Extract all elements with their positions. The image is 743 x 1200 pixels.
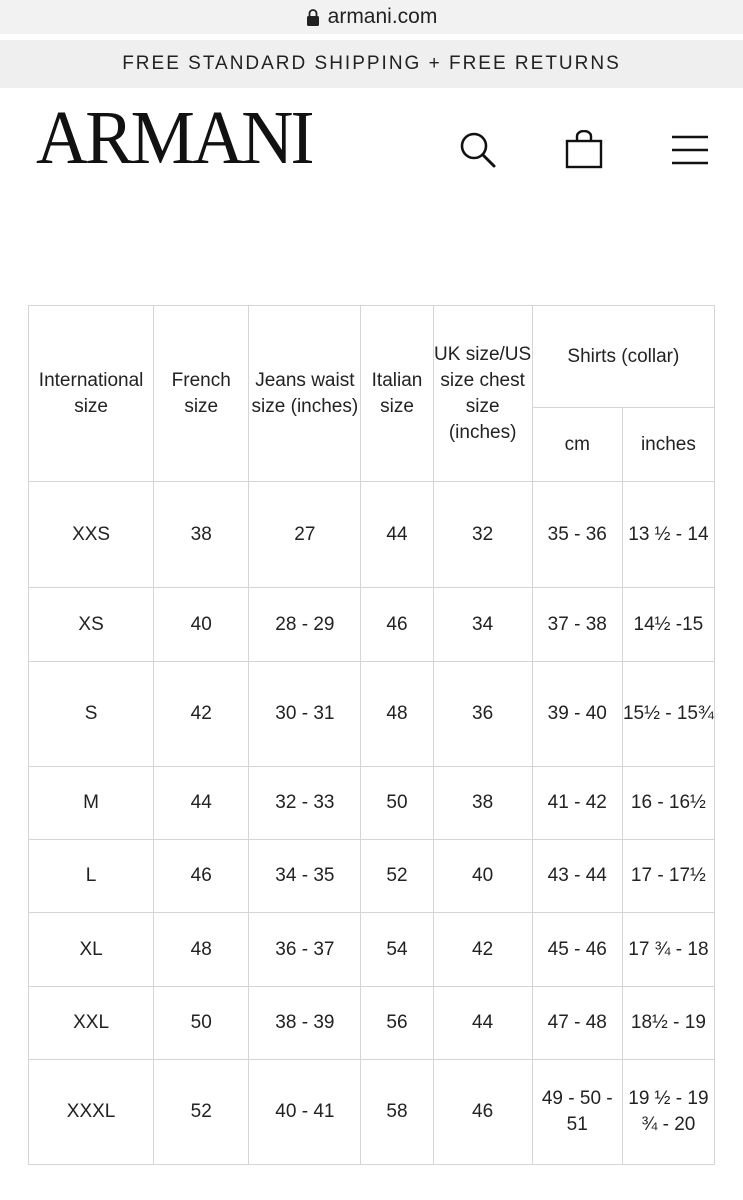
promo-text: FREE STANDARD SHIPPING + FREE RETURNS	[122, 53, 621, 74]
header-french-size: French size	[154, 306, 249, 482]
cell-uk-us: 42	[433, 913, 532, 987]
cell-french: 42	[154, 662, 249, 767]
cell-jeans: 34 - 35	[249, 840, 361, 913]
cell-jeans: 30 - 31	[249, 662, 361, 767]
cell-collar-cm: 45 - 46	[532, 913, 622, 987]
table-row	[29, 767, 715, 840]
cell-collar-inches: 17 ¾ - 18	[622, 913, 714, 987]
cell-collar-cm: 35 - 36	[532, 482, 622, 588]
cell-uk-us: 40	[433, 840, 532, 913]
menu-icon	[670, 133, 710, 167]
cell-french: 48	[154, 913, 249, 987]
header-uk-us-size: UK size/US size chest size (inches)	[433, 306, 532, 482]
table-row	[29, 987, 715, 1060]
search-icon	[458, 130, 498, 170]
lock-icon	[306, 9, 320, 26]
cell-italian: 50	[361, 767, 433, 840]
size-chart-table	[28, 305, 715, 1165]
cell-uk-us: 34	[433, 588, 532, 662]
cell-italian: 48	[361, 662, 433, 767]
cell-jeans: 38 - 39	[249, 987, 361, 1060]
cell-french: 46	[154, 840, 249, 913]
armani-logo[interactable]: ARMANI	[36, 96, 312, 180]
cell-international: XXXL	[29, 1060, 154, 1165]
table-row	[29, 1060, 715, 1165]
cell-uk-us: 44	[433, 987, 532, 1060]
header-international-size: International size	[29, 306, 154, 482]
cell-collar-cm: 41 - 42	[532, 767, 622, 840]
cell-international: XL	[29, 913, 154, 987]
header-cm: cm	[532, 408, 622, 482]
cell-collar-cm: 49 - 50 - 51	[532, 1060, 622, 1165]
cell-uk-us: 38	[433, 767, 532, 840]
site-header	[0, 88, 743, 218]
cell-italian: 56	[361, 987, 433, 1060]
cell-collar-inches: 16 - 16½	[622, 767, 714, 840]
table-row	[29, 482, 715, 588]
cell-french: 40	[154, 588, 249, 662]
cell-international: XXS	[29, 482, 154, 588]
cell-collar-cm: 37 - 38	[532, 588, 622, 662]
cell-french: 52	[154, 1060, 249, 1165]
cell-collar-inches: 17 - 17½	[622, 840, 714, 913]
header-jeans-waist-size: Jeans waist size (inches)	[249, 306, 361, 482]
table-row	[29, 840, 715, 913]
url-text: armani.com	[327, 5, 438, 28]
header-italian-size: Italian size	[361, 306, 433, 482]
cell-jeans: 28 - 29	[249, 588, 361, 662]
cell-collar-cm: 43 - 44	[532, 840, 622, 913]
cell-jeans: 27	[249, 482, 361, 588]
header-shirts-collar: Shirts (collar)	[532, 306, 714, 408]
cell-collar-inches: 14½ -15	[622, 588, 714, 662]
cell-italian: 58	[361, 1060, 433, 1165]
cell-italian: 46	[361, 588, 433, 662]
cell-french: 44	[154, 767, 249, 840]
cell-collar-inches: 15½ - 15¾	[622, 662, 714, 767]
cell-french: 38	[154, 482, 249, 588]
cell-international: S	[29, 662, 154, 767]
cell-collar-inches: 13 ½ - 14	[622, 482, 714, 588]
cell-jeans: 32 - 33	[249, 767, 361, 840]
cell-french: 50	[154, 987, 249, 1060]
cell-international: L	[29, 840, 154, 913]
cell-jeans: 40 - 41	[249, 1060, 361, 1165]
menu-button[interactable]	[668, 128, 712, 172]
table-row	[29, 662, 715, 767]
cell-collar-cm: 39 - 40	[532, 662, 622, 767]
cell-international: M	[29, 767, 154, 840]
cell-collar-inches: 18½ - 19	[622, 987, 714, 1060]
table-row	[29, 588, 715, 662]
cell-italian: 44	[361, 482, 433, 588]
cell-italian: 52	[361, 840, 433, 913]
shopping-bag-button[interactable]	[562, 128, 606, 172]
cell-collar-inches: 19 ½ - 19 ¾ - 20	[622, 1060, 714, 1165]
cell-italian: 54	[361, 913, 433, 987]
cell-international: XXL	[29, 987, 154, 1060]
cell-uk-us: 46	[433, 1060, 532, 1165]
table-row	[29, 913, 715, 987]
search-button[interactable]	[456, 128, 500, 172]
promo-banner[interactable]	[0, 40, 743, 88]
shopping-bag-icon	[564, 130, 604, 170]
cell-international: XS	[29, 588, 154, 662]
cell-uk-us: 36	[433, 662, 532, 767]
browser-url-bar[interactable]	[0, 0, 743, 34]
header-inches: inches	[622, 408, 714, 482]
cell-collar-cm: 47 - 48	[532, 987, 622, 1060]
cell-jeans: 36 - 37	[249, 913, 361, 987]
cell-uk-us: 32	[433, 482, 532, 588]
